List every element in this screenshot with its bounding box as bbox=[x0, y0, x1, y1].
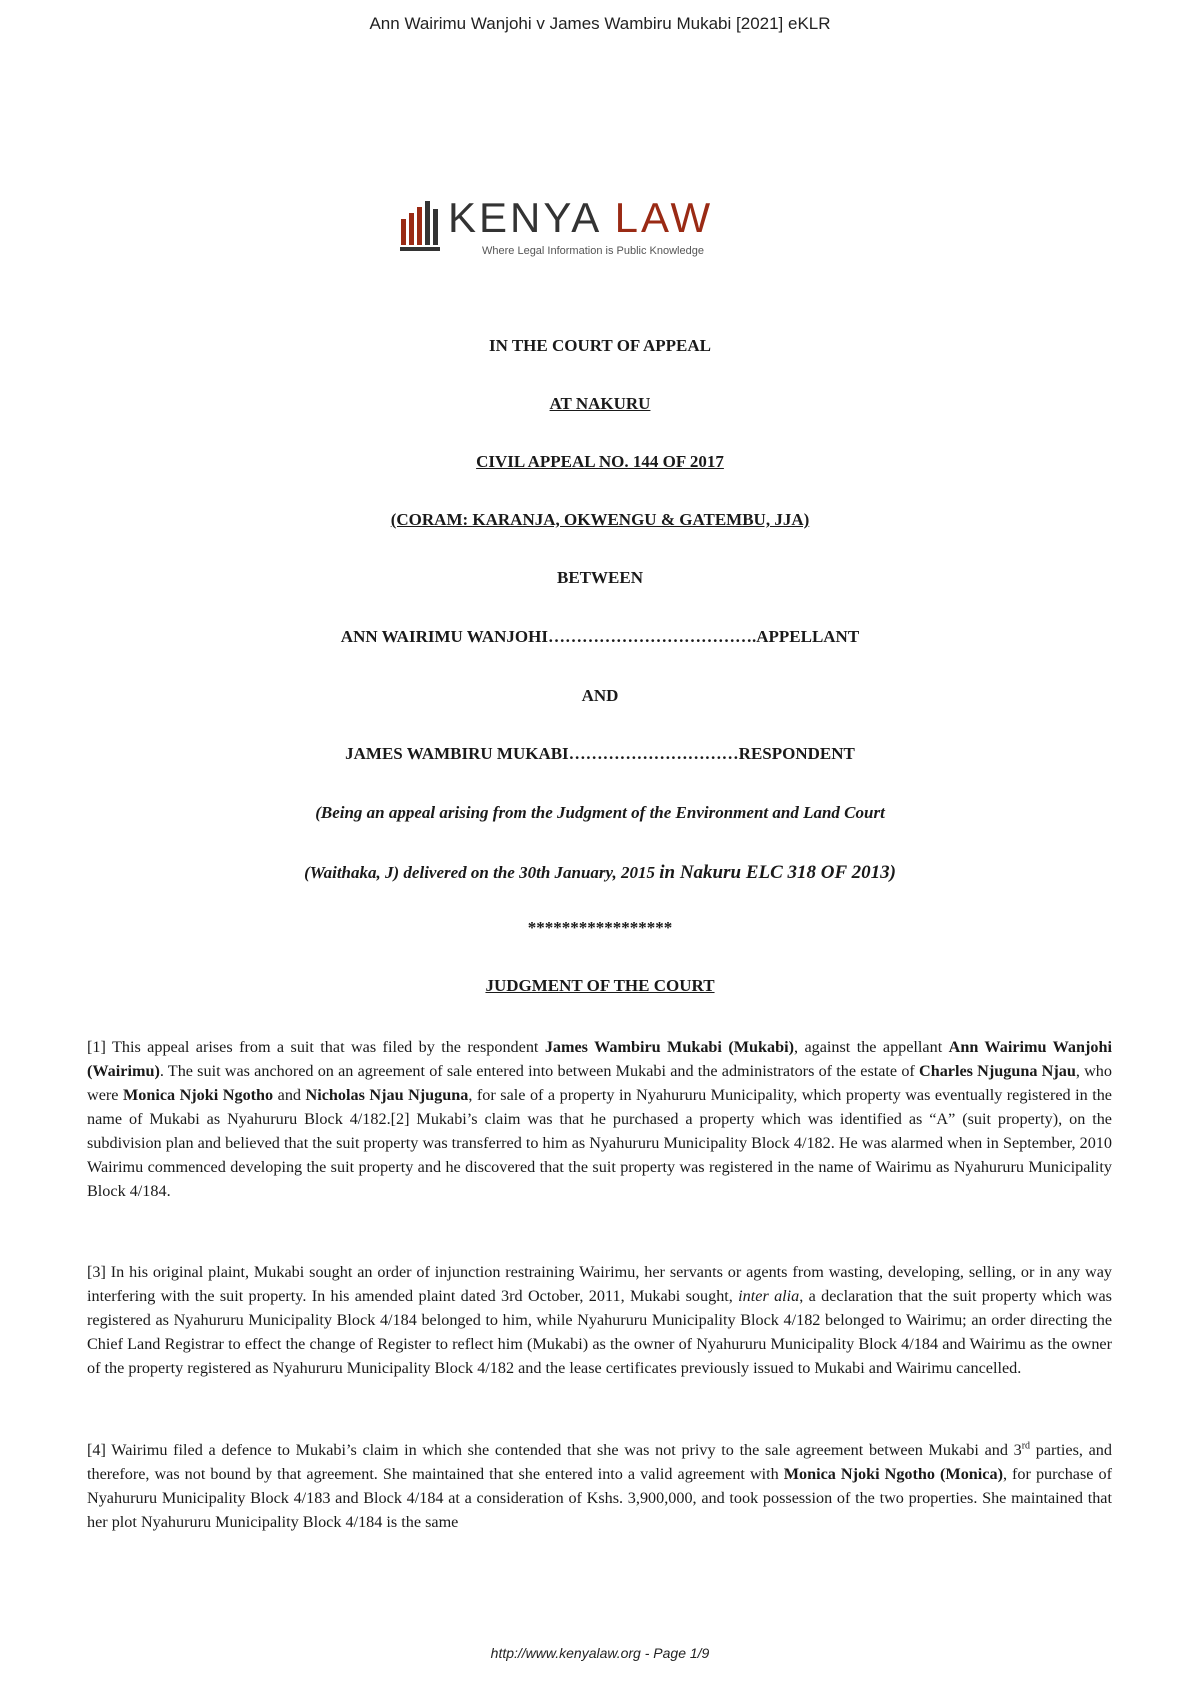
logo-bars-icon bbox=[400, 199, 442, 255]
kenya-law-logo bbox=[400, 195, 740, 265]
judgment-title: JUDGMENT OF THE COURT bbox=[485, 976, 715, 995]
between-label: BETWEEN bbox=[557, 568, 643, 587]
paragraph-4: [4] Wairimu filed a defence to Mukabi’s claim in which she contended that she was not privy to the sale agreement between Mukabi and 3rd parties, and therefore, was not bound by that agreement. She maintained that she entered into a valid agreement with Monica Njoki Ngotho (Monica), for purchase of Nyahururu Municipality Block 4/183 and Block 4/184 at a consideration of Kshs. 3,900,000, and took possession of the two properties. She maintained that her plot Nyahururu Municipality Block 4/184 is the same bbox=[87, 1440, 1112, 1531]
coram-line: (CORAM: KARANJA, OKWENGU & GATEMBU, JJA) bbox=[390, 510, 810, 529]
logo-tagline: Where Legal Information is Public Knowledge bbox=[482, 245, 704, 257]
respondent-line: JAMES WAMBIRU MUKABI…………………………RESPONDENT bbox=[345, 744, 855, 763]
court-heading: IN THE COURT OF APPEAL bbox=[488, 336, 711, 355]
running-title: Ann Wairimu Wanjohi v James Wambiru Mukabi [2021] eKLR bbox=[369, 14, 831, 33]
origin-line-2 bbox=[0, 862, 1200, 884]
appellant-line: ANN WAIRIMU WANJOHI……………………………….APPELLANT bbox=[340, 627, 860, 646]
case-number: CIVIL APPEAL NO. 144 OF 2017 bbox=[476, 452, 724, 471]
logo-word-kenya: KENYA bbox=[448, 194, 600, 241]
origin-line-2b: in Nakuru ELC 318 OF 2013) bbox=[659, 862, 896, 883]
page-footer: http://www.kenyalaw.org - Page 1/9 bbox=[490, 1645, 710, 1661]
separator-stars: ***************** bbox=[527, 918, 673, 937]
origin-line-1: (Being an appeal arising from the Judgment of the Environment and Land Court bbox=[315, 803, 885, 822]
origin-line-2a: (Waithaka, J) delivered on the 30th January, 2015 bbox=[304, 863, 660, 882]
paragraph-3: [3] In his original plaint, Mukabi sought an order of injunction restraining Wairimu, her servants or agents from wasting, developing, selling, or in any way interfering with the suit property. In his amended plaint dated 3rd October, 2011, Mukabi sought, inter alia, a declaration that the suit property which was registered as Nyahururu Municipality Block 4/184 belonged to him, while Nyahururu Municipality Block 4/182 belonged to Wairimu; an order directing the Chief Land Registrar to effect the change of Register to reflect him (Mukabi) as the owner of Nyahururu Municipality Block 4/184 and Wairimu as the owner of the property registered as Nyahururu Municipality Block 4/182 and the lease certificates previously issued to Mukabi and Wairimu cancelled. bbox=[87, 1263, 1112, 1377]
logo-word-law: LAW bbox=[614, 194, 714, 241]
paragraph-1: [1] This appeal arises from a suit that was filed by the respondent James Wambiru Mukabi (Mukabi), against the appellant Ann Wairimu Wanjohi (Wairimu). The suit was anchored on an agreement of sale entered into between Mukabi and the administrators of the estate of Charles Njuguna Njau, who were Monica Njoki Ngotho and Nicholas Njau Njuguna, for sale of a property in Nyahururu Municipality, which property was eventually registered in the name of Mukabi as Nyahururu Block 4/182.[2] Mukabi’s claim was that he purchased a property which was identified as “A” (suit property), on the subdivision plan and believed that the suit property was transferred to him as Nyahururu Municipality Block 4/182. He was alarmed when in September, 2010 Wairimu commenced developing the suit property and he discovered that the suit property was registered in the name of Wairimu as Nyahururu Municipality Block 4/184. bbox=[87, 1038, 1112, 1200]
court-location: AT NAKURU bbox=[549, 394, 651, 413]
and-label: AND bbox=[581, 686, 619, 705]
logo-wordmark bbox=[448, 195, 713, 241]
